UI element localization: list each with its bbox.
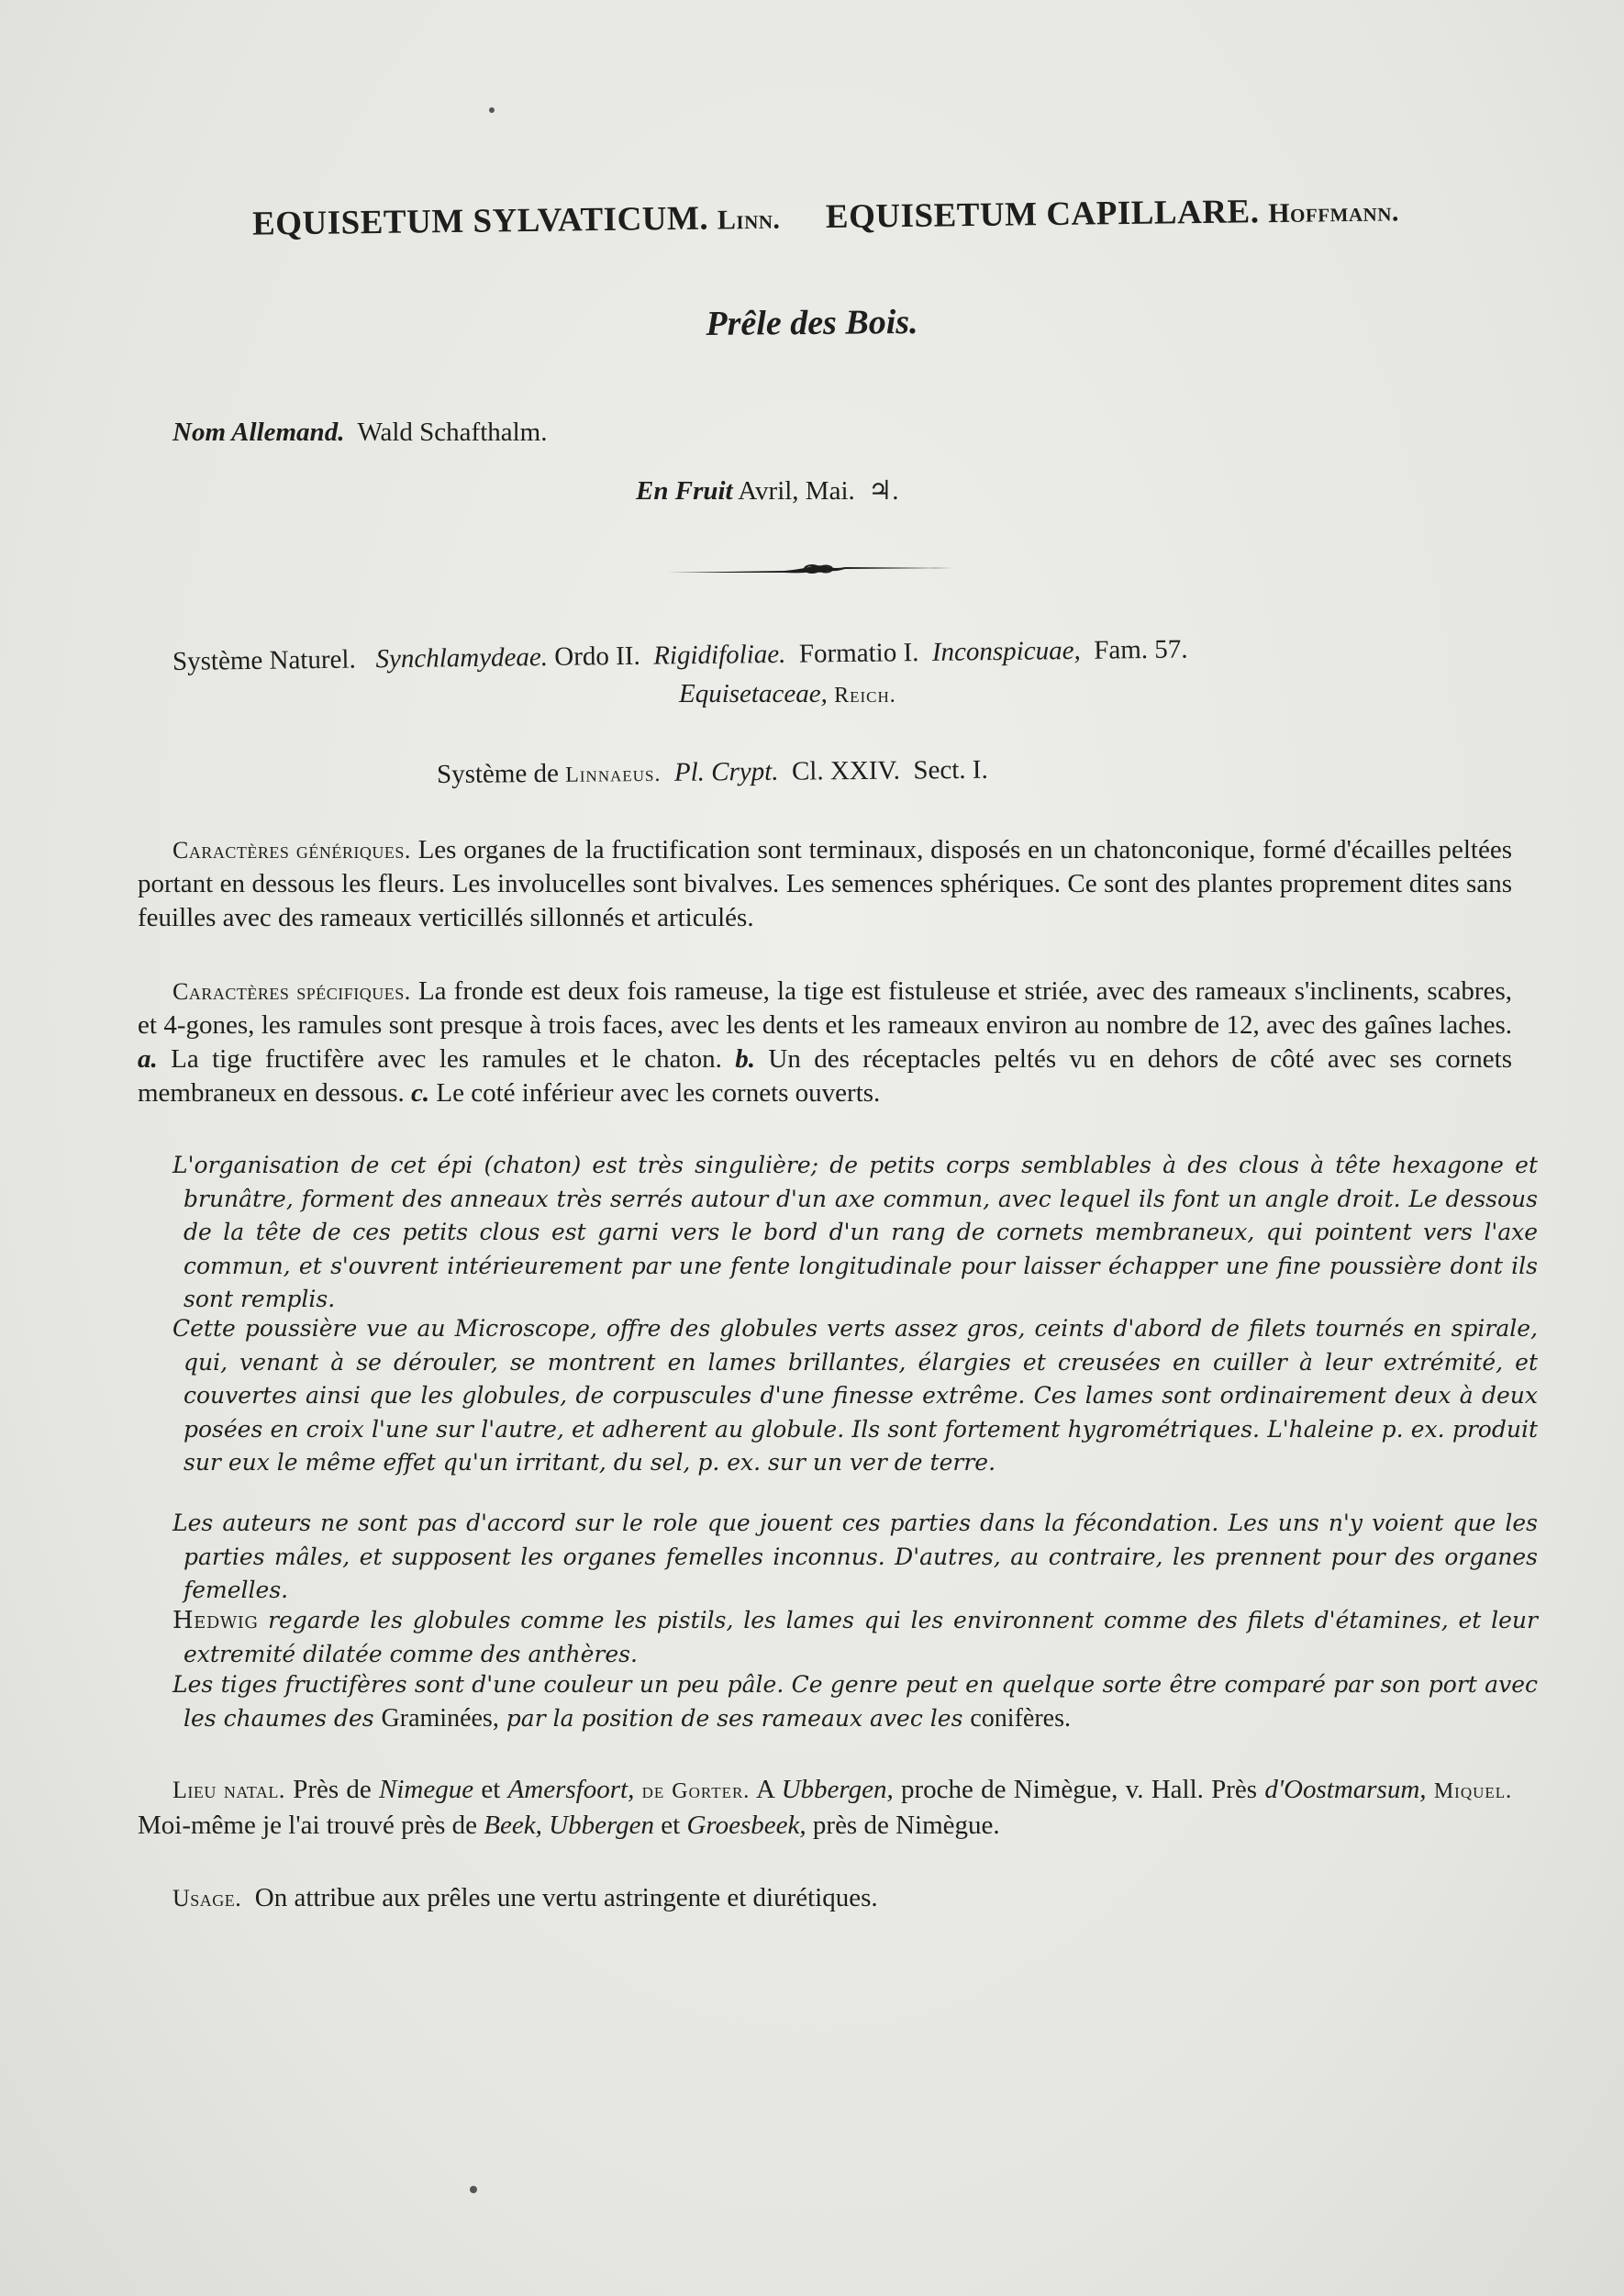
paper-speck	[489, 107, 495, 113]
fruit-period: En Fruit Avril, Mai. ♃.	[636, 476, 899, 506]
note-authors: Les auteurs ne sont pas d'accord sur le role que jouent ces parties dans la fécondation. Les uns n'y voient que les parties mâles, et supposent les organes femelles inconnus. D'autres, au contraire, les prennent pour des organes femelles.	[172, 1510, 1538, 1603]
page-title	[156, 183, 1496, 254]
title-author-b: Hoffmann.	[1268, 196, 1400, 229]
specific-characters: Caractères spécifiques. La fronde est deux fois rameuse, la tige est fistuleuse et striée, avec des rameaux s'inclinents, scabres, et 4-gones, les ramules sont presque à trois faces, avec les dents et les rameaux environ au nombre de 12, avec des gaînes laches. a. La tige fructifère avec les ramules et le chaton. b. Un des réceptacles peltés vu en dehors de côté avec ses cornets membraneux en dessous. c. Le coté inférieur avec les cornets ouverts.	[138, 976, 1513, 1108]
generic-characters: Caractères génériques. Les organes de la fructification sont terminaux, disposés en un chatonconique, formé d'écailles peltées portant en dessous les fleurs. Les involucelles sont bivalves. Les semences sphériques. Ce sont des plantes proprement dites sans feuilles avec des rameaux verticillés sillonnés et articulés.	[138, 835, 1512, 932]
usage: Usage. On attribue aux prêles une vertu astringente et diurétiques.	[172, 1883, 878, 1912]
note-microscope: Cette poussière vue au Microscope, offre des globules verts assez gros, ceints d'abord de filets tournés en spirale, qui, venant à se dérouler, se montrent en lames brillantes, élargies et creusées en cuiller à leur extrémité, et couvertes ainsi que les globules, de corpuscules d'une finesse extrême. Ces lames sont ordinairement deux à deux posées en croix l'une sur l'autre, et adherent au globule. Ils sont fortement hygrométriques. L'haleine p. ex. produit sur eux le même effet qu'un irritant, du sel, p. ex. sur un ver de terre.	[172, 1315, 1538, 1476]
title-species-b: EQUISETUM CAPILLARE.	[825, 193, 1260, 236]
family-line: Equisetaceae, Reich.	[679, 679, 896, 708]
linnaeus-system: Système de Linnaeus. Pl. Crypt. Cl. XXIV. Sect. I.	[436, 754, 988, 789]
note-hedwig: Hedwig regarde les globules comme les pistils, les lames qui les environnent comme des filets d'étamines, et leur extremité dilatée comme des anthères.	[172, 1607, 1538, 1667]
german-name: Nom Allemand. Wald Schafthalm.	[172, 418, 548, 447]
ornamental-divider	[665, 557, 954, 585]
native-place: Lieu natal. Près de Nimegue et Amersfoort, de Gorter. A Ubbergen, proche de Nimègue, v. Hall. Près d'Oostmarsum, Miquel. Moi-même je l'ai trouvé près de Beek, Ubbergen et Groesbeek, près de Nimègue.	[138, 1775, 1513, 1840]
paper-speck	[470, 2186, 477, 2193]
page-subtitle: Prêle des Bois.	[706, 302, 918, 344]
note-organisation: L'organisation de cet épi (chaton) est très singulière; de petits corps semblables à des clous à tête hexagone et brunâtre, forment des anneaux très serrés autour d'un axe commun, avec lequel ils font un angle droit. Le dessous de la tête de ces petits clous est garni vers le bord d'un rang de cornets membraneux, qui pointent vers l'axe commun, et s'ouvrent intérieurement par une fente longitudinale pour laisser échapper une fine poussière dont ils sont remplis.	[172, 1152, 1538, 1312]
title-species-a: EQUISETUM SYLVATICUM.	[251, 199, 709, 243]
natural-system: Système Naturel. Synchlamydeae. Ordo II. Rigidifoliae. Formatio I. Inconspicuae, Fam. 57.	[172, 634, 1188, 676]
note-stems: Les tiges fructifères sont d'une couleur un peu pâle. Ce genre peut en quelque sorte être comparé par son port avec les chaumes des Graminées, par la position de ses rameaux avec les conifères.	[172, 1671, 1538, 1733]
title-author-a: Linn.	[717, 204, 781, 236]
perennial-symbol: ♃.	[868, 476, 899, 506]
